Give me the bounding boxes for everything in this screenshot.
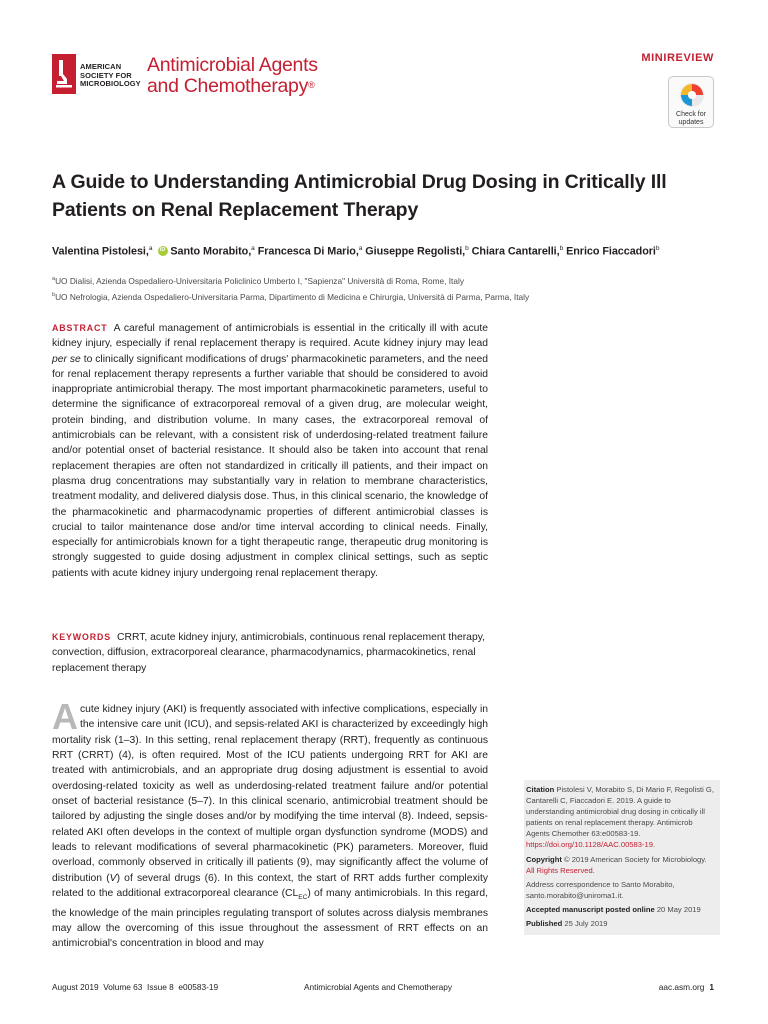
footer-journal: Antimicrobial Agents and Chemotherapy <box>304 982 453 992</box>
issue-info: August 2019 Volume 63 Issue 8 e00583-19 <box>52 982 219 992</box>
article-type-label: MINIREVIEW <box>641 52 714 64</box>
check-for-updates-badge[interactable] <box>668 76 714 128</box>
body-paragraph: Acute kidney injury (AKI) is frequently associated with infective complications, especially in the intensive care unit (ICU), and sepsis-related AKI is characterized by exceedingly high mortality risk (1–3). In this setting, renal replacement therapy (RRT), frequently as continuous RRT (CRRT) (4), is often required. Most of the ICU patients undergoing RRT for AKI are treated with antimicrobials, and an appropriate drug dosing adjustment is essential to avoid overdosing-related toxicity as well as underdosing-related treatment failure and/or potential onset of bacterial resistance (5–7). In this clinical scenario, antimicrobial treatment should be tailored by adjusting the single doses and/or by modifying the time interval (8). Indeed, sepsis-related AKI often develops in the context of multiple organ dysfunction syndrome (MODS) and leads to relevant modifications of several pharmacokinetic (PK) parameters. Moreover, fluid overload, commonly observed in critically ill patients (9), may significantly affect the volume of distribution (V) of several drugs (6). In this context, the start of RRT adds further complexity related to the additional extracorporeal clearance $(CL_{EC})$ of many antimicrobials. In this regard, the knowledge of the main principles regulating transport of solutes across dialysis membranes may allow the overcoming of this issue throughout the assessment of RRT effects on an antimicrobial's concentration in blood and may <box>52 696 489 950</box>
author-name[interactable]: Francesca Di Mario, <box>257 245 359 258</box>
article-title: A Guide to Understanding Antimicrobial Drug Dosing in Critically Ill Patients on Renal Replacement Therapy <box>52 171 667 221</box>
keywords <box>52 630 488 676</box>
journal-name[interactable]: Antimicrobial Agents and Chemotherapy® <box>147 54 318 97</box>
check-for-updates-label: Check for updates <box>676 111 706 126</box>
author-list: Valentina Pistolesi,$^a$ iD Santo Morabito,$^a$ Francesca Di Mario,$^a$ Giuseppe Regolisti,$^b$ Chiara Cantarelli,$^b$ Enrico Fiaccadori$^b$ <box>52 245 659 258</box>
microscope-logo-icon <box>52 54 76 94</box>
keywords-text: CRRT, acute kidney injury, antimicrobials, continuous renal replacement therapy, convection, diffusion, extracorporeal clearance, pharmacodynamics, pharmacokinetics, renal replacement therapy <box>52 632 485 674</box>
citation-info: Citation Pistolesi V, Morabito S, Di Mario F, Regolisti G, Cantarelli C, Fiaccadori E. 2019. A guide to understanding antimicrobial drug dosing in critically ill patients on renal replacement therapy. Antimicrob Agents Chemother 63:e00583-19. https://doi.org/10.1128/AAC.00583-19. <box>526 785 714 850</box>
orcid-icon[interactable] <box>158 246 168 256</box>
doi-link[interactable]: https://doi.org/10.1128/AAC.00583-19 <box>526 840 653 850</box>
page-number: 1 <box>709 982 714 992</box>
author-name[interactable]: Giuseppe Regolisti, <box>365 245 466 258</box>
keywords-label: KEYWORDS <box>52 632 112 642</box>
affiliation-a: $^a$UO Dialisi, Azienda Ospedaliero-Universitaria Policlinico Umberto I, "Sapienza" Università di Roma, Rome, Italy <box>52 276 464 286</box>
accepted-info: Accepted manuscript posted online 20 May 2019 <box>526 904 701 914</box>
society-name: AMERICAN SOCIETY FOR MICROBIOLOGY <box>80 62 141 88</box>
asm-logo <box>52 48 147 108</box>
abstract-label: ABSTRACT <box>52 323 108 333</box>
footer-site[interactable]: aac.asm.org 1 <box>658 982 714 992</box>
published-info: Published 25 July 2019 <box>526 919 608 929</box>
affiliation-b: $^b$UO Nefrologia, Azienda Ospedaliero-Universitaria Parma, Dipartimento di Medicina e Chirurgia, Università di Parma, Parma, Italy <box>52 292 530 302</box>
drop-cap: A <box>52 696 78 737</box>
abstract: ABSTRACT A careful management of antimicrobials is essential in the critically ill with acute kidney injury, especially if renal replacement therapy is required. Acute kidney injury may lead per se to clinically significant modifications of drugs' pharmacokinetic parameters, and the need for renal replacement therapy represents a further variable that should be considered to avoid inappropriate antimicrobial therapy. The most important pharmacokinetic parameters, useful to determine the significance of extracorporeal removal of a given drug, are molecular weight, protein binding, and distribution volume. In many cases, the extracorporeal removal of antimicrobials can be relevant, with a consistent risk of underdosing-related treatment failure and/or potential onset of bacterial resistance. It should also be taken into account that renal replacement therapies are often not standardized in critically ill patients, and their impact on plasma drug concentrations may substantially vary in relation to membrane characteristics, treatment modality, and delivered dialysis dose. Thus, in this clinical scenario, the knowledge of the pharmacokinetic and pharmacodynamic properties of different antimicrobial classes is crucial to tailor maintenance dose and/or time interval according to clinical needs. Finally, especially for antimicrobials known for a tight therapeutic range, therapeutic drug monitoring is strongly suggested to guide dosing adjustment in complex clinical settings, such as septic patients with acute kidney injury undergoing renal replacement therapy. <box>52 323 488 579</box>
copyright-info: Copyright © 2019 American Society for Microbiology. All Rights Reserved. <box>526 854 707 875</box>
citation-sidebar <box>524 780 720 935</box>
correspondence-info: Address correspondence to Santo Morabito, santo.morabito@uniroma1.it. <box>526 879 675 900</box>
crossmark-icon <box>678 81 706 111</box>
author-name[interactable]: Santo Morabito, <box>170 245 252 258</box>
author-name[interactable]: Enrico Fiaccadori <box>566 245 656 258</box>
author-name[interactable]: Valentina Pistolesi, <box>52 245 149 258</box>
author-name[interactable]: Chiara Cantarelli, <box>471 245 560 258</box>
rights-link[interactable]: All Rights Reserved. <box>526 865 595 875</box>
